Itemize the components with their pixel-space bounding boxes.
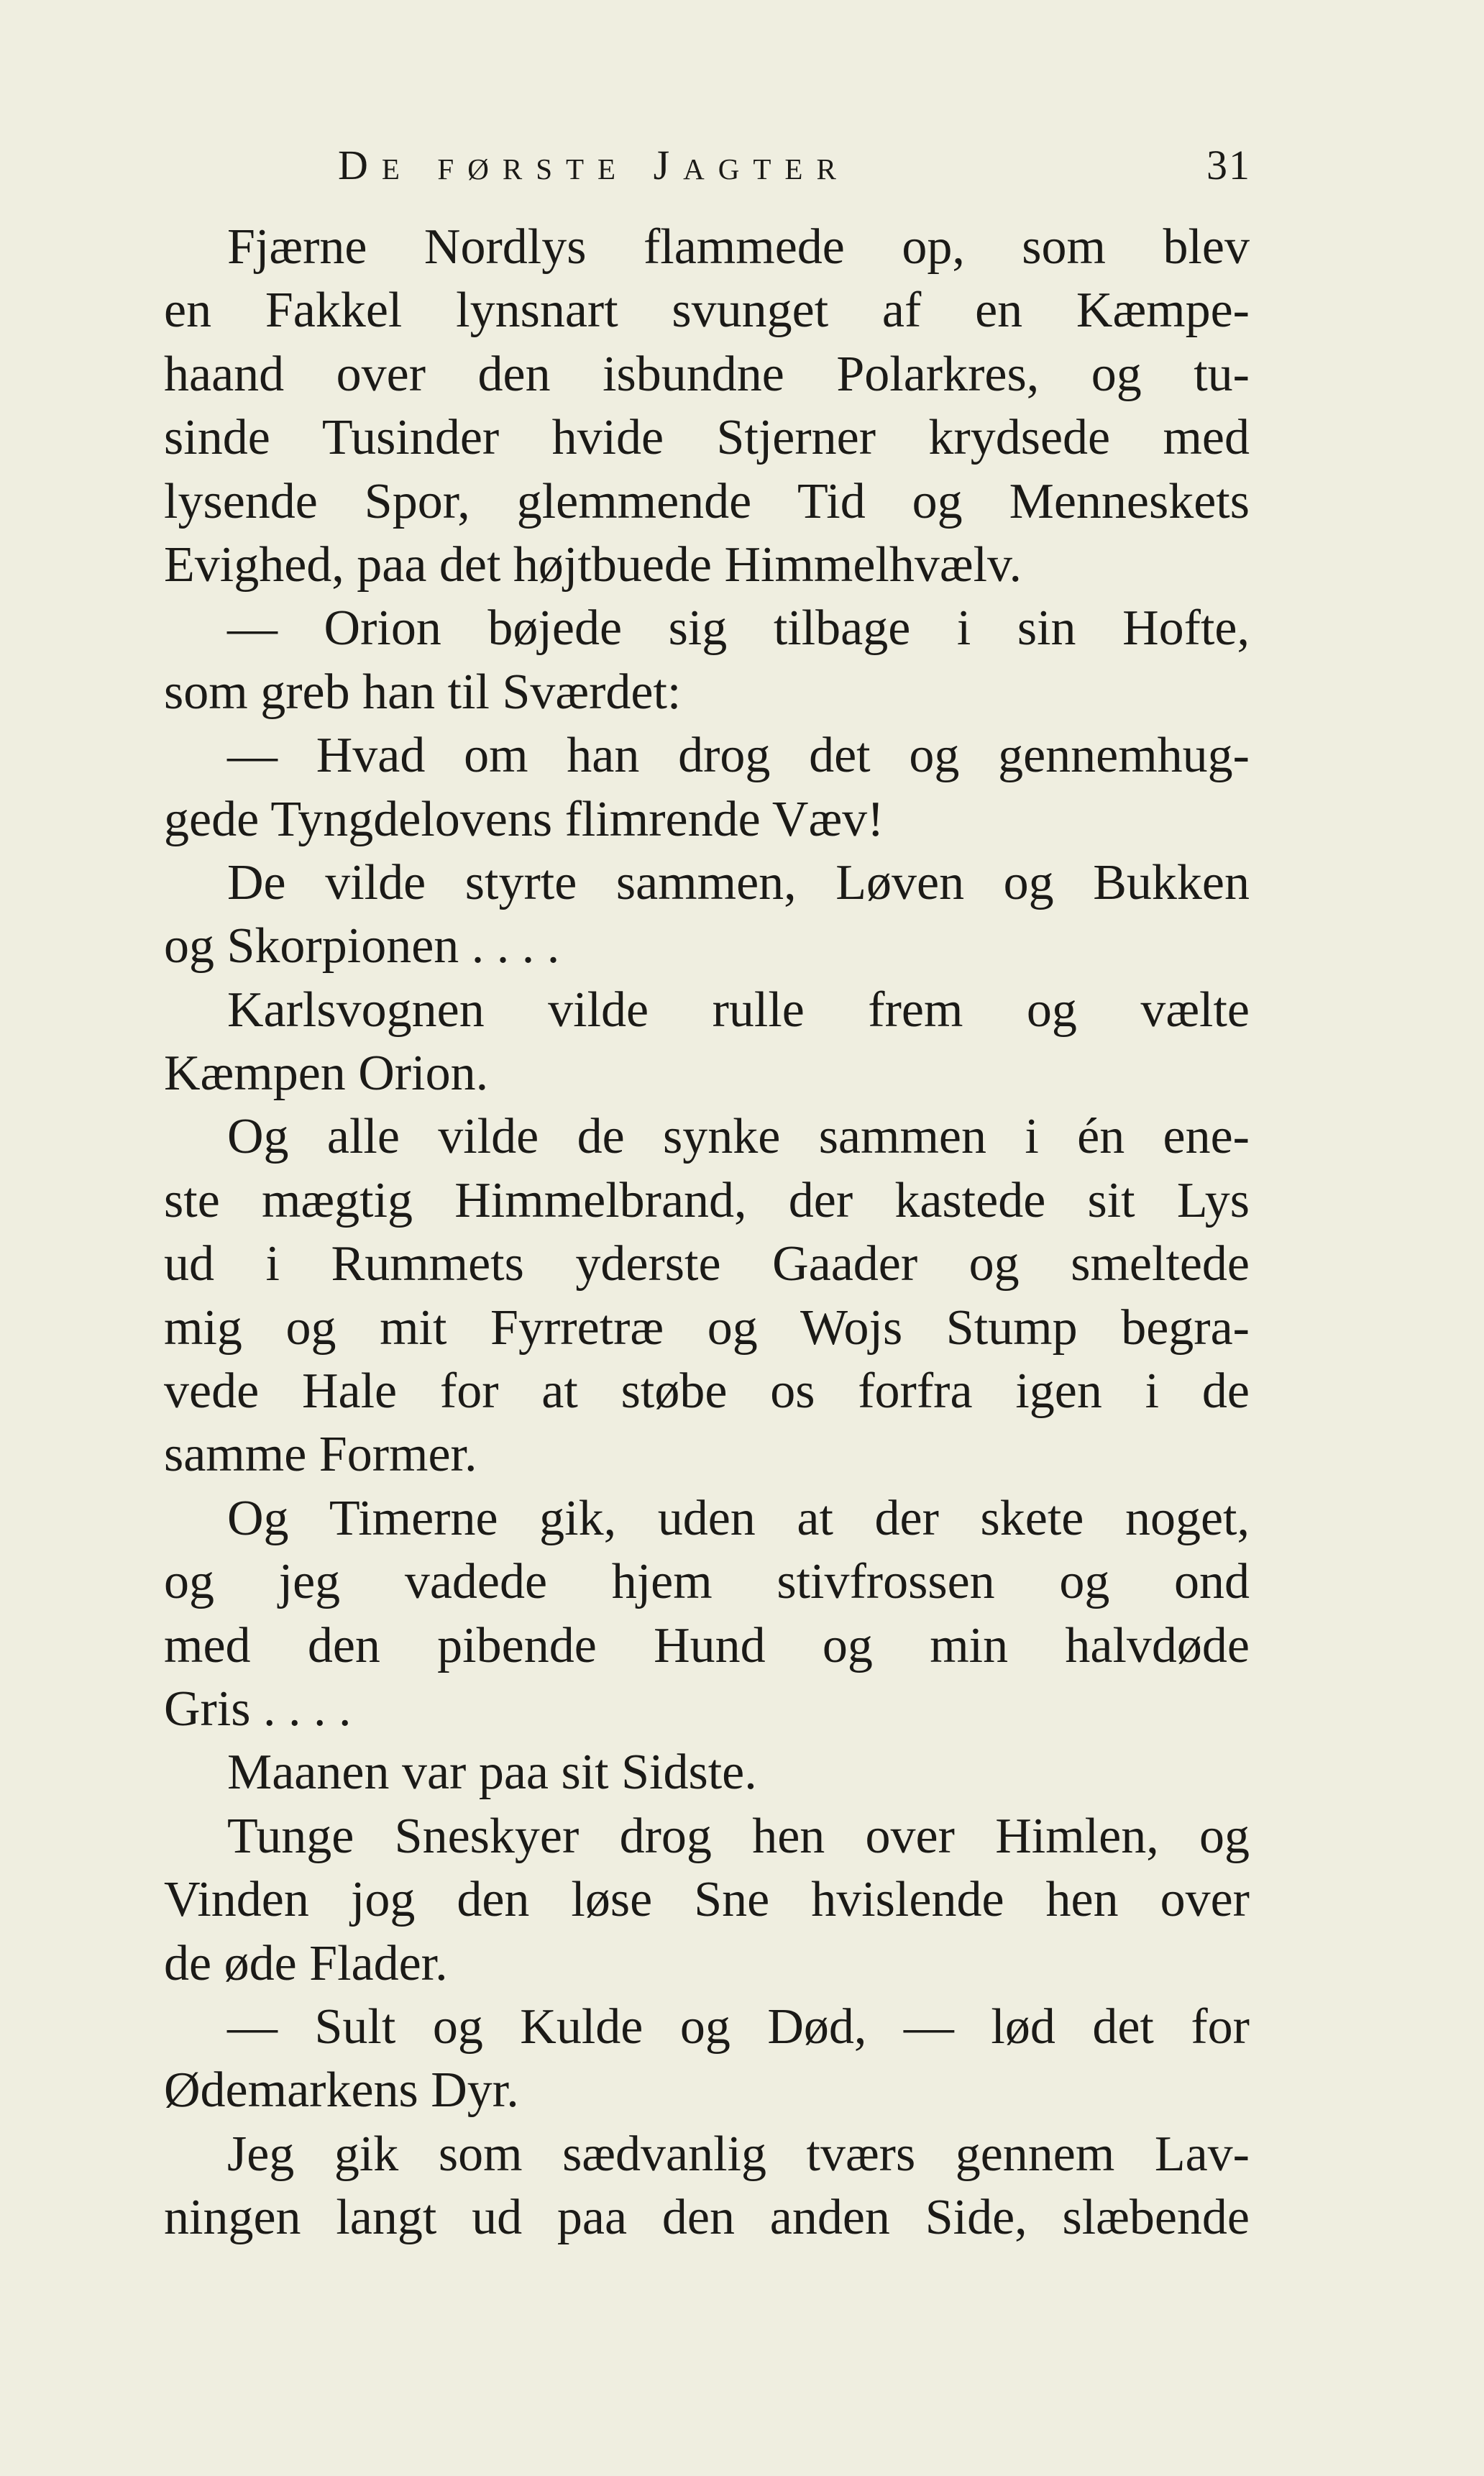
- running-head: [338, 137, 1251, 194]
- text-line: Ødemarkens Dyr.: [164, 2062, 519, 2119]
- text-line: vede Hale for at støbe os forfra igen i de: [164, 1363, 1250, 1420]
- text-line: Jeg gik som sædvanlig tværs gennem Lav-: [227, 2126, 1250, 2182]
- text-line: — Orion bøjede sig tilbage i sin Hofte,: [227, 600, 1250, 657]
- text-line: Karlsvognen vilde rulle frem og vælte: [227, 982, 1250, 1038]
- text-line: samme Former.: [164, 1427, 477, 1483]
- text-line: Vinden jog den løse Sne hvislende hen over: [164, 1872, 1250, 1928]
- text-line: og Skorpionen . . . .: [164, 918, 560, 974]
- text-line: Gris . . . .: [164, 1681, 352, 1737]
- text-line: ud i Rummets yderste Gaader og smeltede: [164, 1236, 1250, 1292]
- text-line: Tunge Sneskyer drog hen over Himlen, og: [227, 1808, 1250, 1864]
- text-line: lysende Spor, glemmende Tid og Menneskets: [164, 473, 1250, 529]
- text-line: og jeg vadede hjem stivfrossen og ond: [164, 1554, 1250, 1610]
- text-line: mig og mit Fyrretræ og Wojs Stump begra-: [164, 1299, 1250, 1356]
- text-line: Og Timerne gik, uden at der skete noget,: [227, 1490, 1250, 1546]
- text-line: de øde Flader.: [164, 1935, 448, 1991]
- text-line: ste mægtig Himmelbrand, der kastede sit Lys: [164, 1172, 1250, 1228]
- text-line: haand over den isbundne Polarkres, og tu-: [164, 346, 1250, 402]
- text-line: sinde Tusinder hvide Stjerner krydsede med: [164, 410, 1250, 466]
- text-line: med den pibende Hund og min halvdøde: [164, 1617, 1250, 1673]
- text-line: gede Tyngdelovens flimrende Væv!: [164, 791, 884, 847]
- text-line: — Hvad om han drog det og gennemhug-: [227, 728, 1250, 784]
- text-line: — Sult og Kulde og Død, — lød det for: [227, 1998, 1250, 2055]
- text-line: Fjærne Nordlys flammede op, som blev: [227, 219, 1250, 275]
- text-line: som greb han til Sværdet:: [164, 664, 682, 720]
- running-title: De første Jagter: [338, 142, 850, 188]
- text-line: ningen langt ud paa den anden Side, slæbende: [164, 2190, 1250, 2246]
- text-line: Og alle vilde de synke sammen i én ene-: [227, 1109, 1250, 1165]
- page-number: 31: [1206, 142, 1251, 188]
- text-line: De vilde styrte sammen, Løven og Bukken: [227, 854, 1250, 910]
- text-block: [164, 216, 1250, 2250]
- text-line: Kæmpen Orion.: [164, 1046, 489, 1102]
- text-line: Evighed, paa det højtbuede Himmelhvælv.: [164, 536, 1022, 593]
- text-line: Maanen var paa sit Sidste.: [227, 1745, 757, 1801]
- text-line: en Fakkel lynsnart svunget af en Kæmpe-: [164, 283, 1250, 339]
